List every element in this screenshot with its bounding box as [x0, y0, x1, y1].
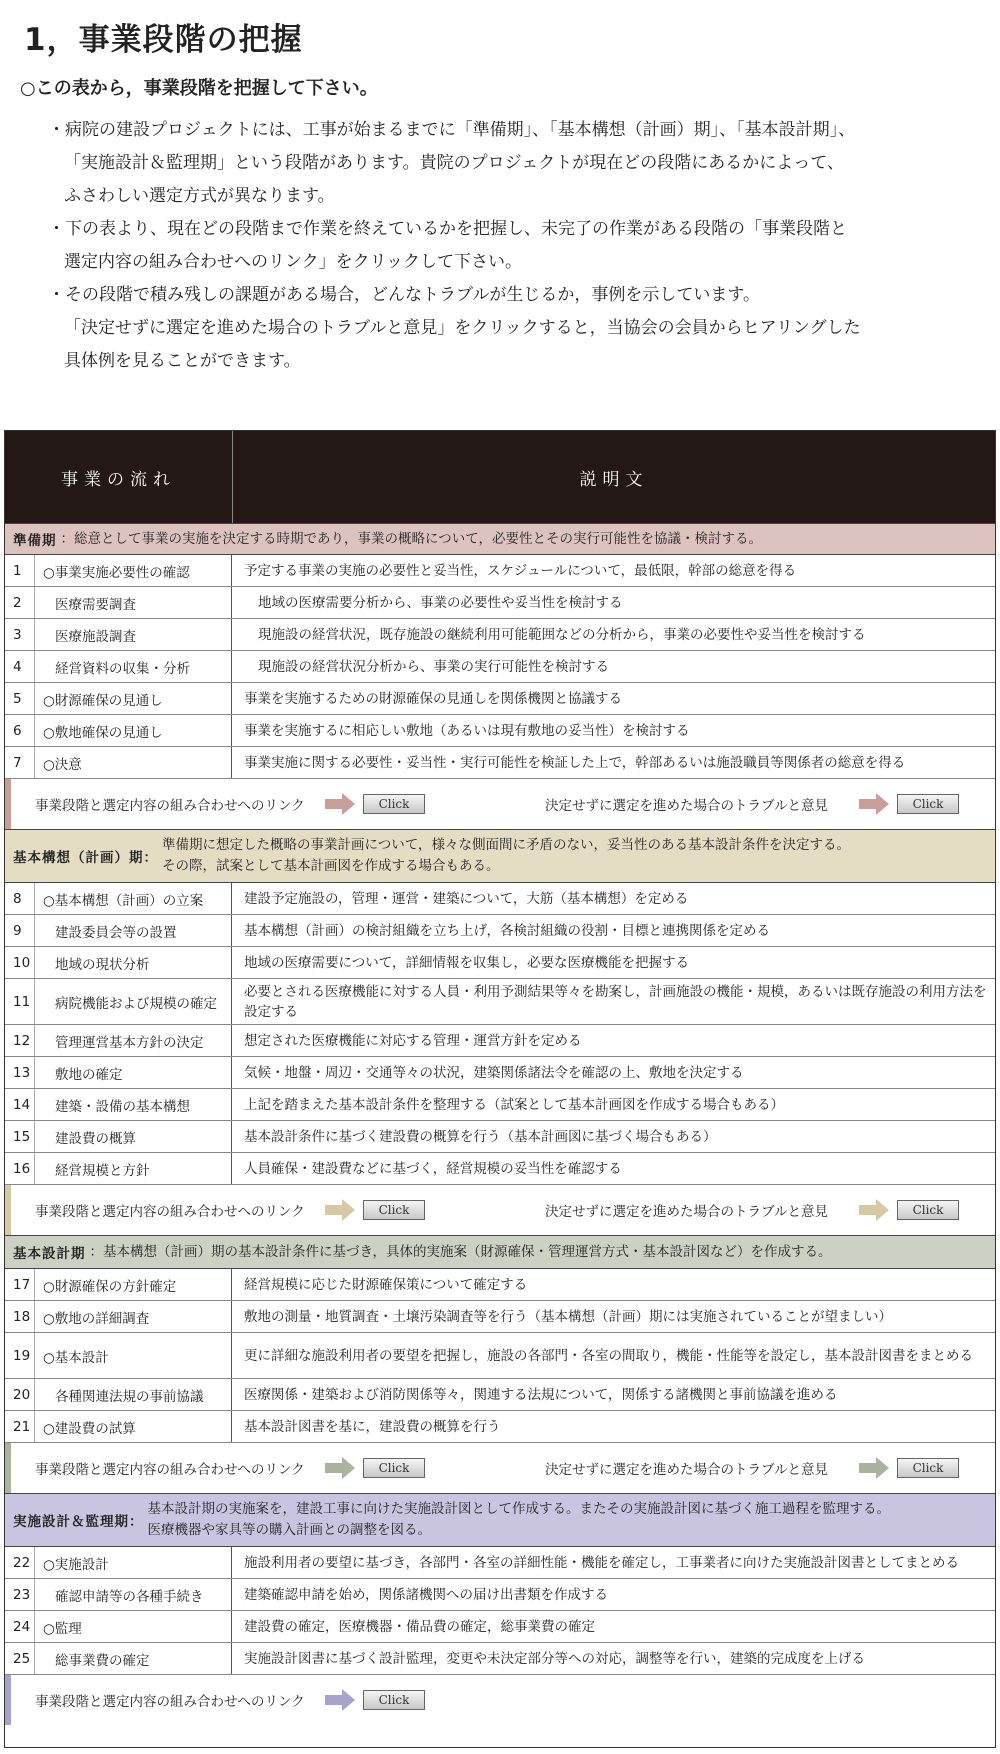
row-number: 21: [5, 1411, 35, 1442]
table-row: [5, 747, 995, 779]
row-item: 建設委員会等の設置: [35, 915, 232, 946]
row-number: 20: [5, 1379, 35, 1410]
phase-description-line: 基本設計期の実施案を，建設工事に向けた実施設計図として作成する。またその実施設計図に基づく施工過程を監理する。: [147, 1501, 890, 1517]
table-row: [5, 1153, 995, 1185]
phase-description-line: ：総意として事業の実施を決定する時期であり，事業の概略について，必要性とその実行可能性を協議・検討する。: [60, 530, 762, 547]
row-description: 必要とされる医療機能に対する人員・利用予測結果等々を勘案し，計画施設の機能・規模，あるいは既存施設の利用方法を設定する: [244, 983, 987, 1020]
table-row: [5, 1643, 995, 1675]
table-row: [5, 1547, 995, 1579]
intro-line: ・その段階で積み残しの課題がある場合，どんなトラブルが生じるか，事例を示しています。: [48, 285, 760, 305]
table-row: [5, 1333, 995, 1379]
table-row: [5, 979, 995, 1025]
table-row: [5, 1579, 995, 1611]
row-description: 地域の医療需要について，詳細情報を収集し，必要な医療機能を把握する: [244, 954, 689, 971]
table-row: [5, 715, 995, 747]
page-title: 1，事業段階の把握: [24, 22, 303, 58]
row-description: 事業を実施するための財源確保の見通しを関係機関と協議する: [244, 690, 622, 707]
table-row: [5, 1089, 995, 1121]
combination-link-text: 事業段階と選定内容の組み合わせへのリンク: [35, 798, 305, 814]
row-number: 14: [5, 1089, 35, 1120]
row-description: 医療関係・建築および消防関係等々，関連する法規について，関係する諸機関と事前協議を進める: [244, 1386, 838, 1403]
row-description: 地域の医療需要分析から、事業の必要性や妥当性を検討する: [258, 594, 623, 611]
phase-name: 準備期: [13, 533, 57, 549]
phase-description-line: 医療機器や家具等の購入計画との調整を図る。: [147, 1522, 431, 1538]
row-number: 10: [5, 947, 35, 978]
table-row: [5, 1025, 995, 1057]
row-item: ○実施設計: [35, 1547, 232, 1578]
phase-description-line: 準備期に想定した概略の事業計画について，様々な側面間に矛盾のない，妥当性のある基本設計条件を決定する。: [162, 837, 850, 853]
phase-header: [5, 1235, 995, 1269]
phase-description: [57, 529, 762, 550]
row-item: ○建設費の試算: [35, 1411, 232, 1442]
row-number: 8: [5, 883, 35, 914]
link-bar: [5, 1185, 995, 1235]
table-row: [5, 555, 995, 587]
arrow-right-icon: [859, 1457, 889, 1479]
phase-description: [86, 1242, 832, 1263]
row-item: ○基本設計: [35, 1333, 232, 1378]
row-number: 6: [5, 715, 35, 746]
row-number: 17: [5, 1269, 35, 1300]
row-description: 建設費の確定，医療機器・備品費の確定，総事業費の確定: [244, 1618, 595, 1635]
row-description: 敷地の測量・地質調査・土壌汚染調査等を行う（基本構想（計画）期には実施されていることが望ましい）: [244, 1308, 892, 1325]
row-item: 確認申請等の各種手続き: [35, 1579, 232, 1610]
row-description: 経営規模に応じた財源確保策について確定する: [244, 1276, 528, 1293]
combination-click-button[interactable]: Click: [363, 1458, 425, 1478]
phase-table: [4, 430, 996, 1748]
table-row: [5, 947, 995, 979]
row-description: 事業実施に関する必要性・妥当性・実行可能性を検証した上で，幹部あるいは施設職員等関係者の総意を得る: [244, 754, 906, 771]
phase-header: [5, 1493, 995, 1547]
lead-text: ○この表から，事業段階を把握して下さい。: [20, 78, 378, 99]
row-description: 更に詳細な施設利用者の要望を把握し，施設の各部門・各室の間取り，機能・性能等を設定し，基本設計図書をまとめる: [244, 1347, 973, 1364]
arrow-right-icon: [859, 793, 889, 815]
intro-line: ふさわしい選定方式が異なります。: [64, 186, 335, 206]
row-description: 想定された医療機能に対応する管理・運営方針を定める: [244, 1032, 582, 1049]
table-row: [5, 587, 995, 619]
row-item: ○監理: [35, 1611, 232, 1642]
phases-container: [5, 523, 995, 1725]
row-description: 建築確認申請を始め，関係諸機関への届け出書類を作成する: [244, 1586, 608, 1603]
combination-link-text: 事業段階と選定内容の組み合わせへのリンク: [35, 1694, 305, 1710]
row-number: 16: [5, 1153, 35, 1184]
phase-name: 実施設計＆監理期：: [13, 1514, 144, 1530]
row-description: 人員確保・建設費などに基づく，経営規模の妥当性を確認する: [244, 1160, 622, 1177]
row-description: 気候・地盤・周辺・交通等々の状況，建築関係諸法令を確認の上、敷地を決定する: [244, 1064, 744, 1081]
intro-line: 選定内容の組み合わせへのリンク」をクリックして下さい。: [64, 252, 522, 272]
row-number: 1: [5, 555, 35, 586]
link-bar: [5, 779, 995, 829]
phase-description: [158, 835, 850, 877]
row-number: 4: [5, 651, 35, 682]
arrow-right-icon: [325, 793, 355, 815]
row-number: 2: [5, 587, 35, 618]
combination-click-button[interactable]: Click: [363, 1690, 425, 1710]
row-item: ○基本構想（計画）の立案: [35, 883, 232, 914]
combination-link-text: 事業段階と選定内容の組み合わせへのリンク: [35, 1462, 305, 1478]
trouble-click-button[interactable]: Click: [897, 1200, 959, 1220]
table-row: [5, 915, 995, 947]
link-bar: [5, 1443, 995, 1493]
table-row: [5, 1411, 995, 1443]
row-item: 経営資料の収集・分析: [35, 651, 232, 682]
table-row: [5, 1379, 995, 1411]
phase-header: [5, 523, 995, 555]
row-description: 基本設計条件に基づく建設費の概算を行う（基本計画図に基づく場合もある）: [244, 1128, 717, 1145]
row-item: ○敷地確保の見通し: [35, 715, 232, 746]
row-item: 病院機能および規模の確定: [35, 979, 232, 1024]
row-description: 予定する事業の実施の必要性と妥当性，スケジュールについて，最低限，幹部の総意を得る: [244, 562, 797, 579]
row-description: 事業を実施するに相応しい敷地（あるいは現有敷地の妥当性）を検討する: [244, 722, 690, 739]
table-row: [5, 1269, 995, 1301]
row-number: 23: [5, 1579, 35, 1610]
link-bar: [5, 1675, 995, 1725]
row-number: 24: [5, 1611, 35, 1642]
arrow-right-icon: [325, 1199, 355, 1221]
header-flow: 事業の流れ: [5, 431, 233, 523]
combination-click-button[interactable]: Click: [363, 1200, 425, 1220]
row-item: ○敷地の詳細調査: [35, 1301, 232, 1332]
table-row: [5, 651, 995, 683]
row-item: 経営規模と方針: [35, 1153, 232, 1184]
arrow-right-icon: [859, 1199, 889, 1221]
row-description: 基本設計図書を基に，建設費の概算を行う: [244, 1418, 501, 1435]
row-item: 総事業費の確定: [35, 1643, 232, 1674]
row-description: 実施設計図書に基づく設計監理，変更や未決定部分等への対応，調整等を行い，建築的完成度を上げる: [244, 1650, 865, 1667]
row-number: 11: [5, 979, 35, 1024]
table-row: [5, 683, 995, 715]
phase-description-line: ：基本構想（計画）期の基本設計条件に基づき，具体的実施案（財源確保・管理運営方式・基本設計図など）を作成する。: [89, 1243, 832, 1260]
table-row: [5, 619, 995, 651]
row-number: 3: [5, 619, 35, 650]
row-item: 医療施設調査: [35, 619, 232, 650]
row-description: 基本構想（計画）の検討組織を立ち上げ，各検討組織の役割・目標と連携関係を定める: [244, 922, 770, 939]
intro-line: ・病院の建設プロジェクトには、工事が始まるまでに「準備期」、「基本構想（計画）期」、「基本設計期」、: [48, 120, 856, 140]
table-row: [5, 1301, 995, 1333]
trouble-click-button[interactable]: Click: [897, 794, 959, 814]
phase-name: 基本設計期: [13, 1246, 86, 1262]
intro-line: 具体例を見ることができます。: [64, 351, 301, 371]
row-number: 18: [5, 1301, 35, 1332]
trouble-link-text: 決定せずに選定を進めた場合のトラブルと意見: [545, 1462, 828, 1478]
row-item: 医療需要調査: [35, 587, 232, 618]
row-item: 建築・設備の基本構想: [35, 1089, 232, 1120]
row-item: ○決意: [35, 747, 232, 778]
trouble-link-text: 決定せずに選定を進めた場合のトラブルと意見: [545, 798, 828, 814]
combination-link-text: 事業段階と選定内容の組み合わせへのリンク: [35, 1204, 305, 1220]
arrow-right-icon: [325, 1457, 355, 1479]
row-number: 9: [5, 915, 35, 946]
row-number: 22: [5, 1547, 35, 1578]
intro-text: [48, 114, 978, 378]
row-number: 12: [5, 1025, 35, 1056]
row-item: 各種関連法規の事前協議: [35, 1379, 232, 1410]
intro-line: 「決定せずに選定を進めた場合のトラブルと意見」をクリックすると，当協会の会員からヒアリングした: [64, 318, 861, 338]
combination-click-button[interactable]: Click: [363, 794, 425, 814]
row-description: 現施設の経営状況，既存施設の継続利用可能範囲などの分析から，事業の必要性や妥当性を検討する: [258, 626, 866, 643]
trouble-click-button[interactable]: Click: [897, 1458, 959, 1478]
row-number: 15: [5, 1121, 35, 1152]
row-number: 7: [5, 747, 35, 778]
row-item: ○財源確保の方針確定: [35, 1269, 232, 1300]
row-item: ○財源確保の見通し: [35, 683, 232, 714]
row-item: 地域の現状分析: [35, 947, 232, 978]
phase-name: 基本構想（計画）期：: [13, 850, 158, 866]
row-item: 建設費の概算: [35, 1121, 232, 1152]
row-number: 25: [5, 1643, 35, 1674]
phase-description: [144, 1499, 891, 1541]
row-number: 19: [5, 1333, 35, 1378]
header-description: 説明文: [579, 469, 649, 490]
table-header: [5, 431, 995, 523]
phase-header: [5, 829, 995, 883]
row-number: 5: [5, 683, 35, 714]
table-row: [5, 1611, 995, 1643]
trouble-link-text: 決定せずに選定を進めた場合のトラブルと意見: [545, 1204, 828, 1220]
row-item: 管理運営基本方針の決定: [35, 1025, 232, 1056]
row-description: 施設利用者の要望に基づき，各部門・各室の詳細性能・機能を確定し，工事業者に向けた実施設計図書としてまとめる: [244, 1554, 959, 1571]
row-item: 敷地の確定: [35, 1057, 232, 1088]
table-row: [5, 883, 995, 915]
row-description: 上記を踏まえた基本設計条件を整理する（試案として基本計画図を作成する場合もある）: [244, 1096, 784, 1113]
intro-line: 「実施設計＆監理期」という段階があります。貴院のプロジェクトが現在どの段階にあるかによって、: [64, 153, 844, 173]
row-description: 現施設の経営状況分析から、事業の実行可能性を検討する: [258, 658, 609, 675]
arrow-right-icon: [325, 1689, 355, 1711]
table-row: [5, 1121, 995, 1153]
row-number: 13: [5, 1057, 35, 1088]
intro-line: ・下の表より、現在どの段階まで作業を終えているかを把握し、未完了の作業がある段階の「事業段階と: [48, 219, 847, 239]
row-item: ○事業実施必要性の確認: [35, 555, 232, 586]
phase-description-line: その際，試案として基本計画図を作成する場合もある。: [162, 858, 500, 874]
table-row: [5, 1057, 995, 1089]
row-description: 建設予定施設の，管理・運営・建築について，大筋（基本構想）を定める: [244, 890, 689, 907]
